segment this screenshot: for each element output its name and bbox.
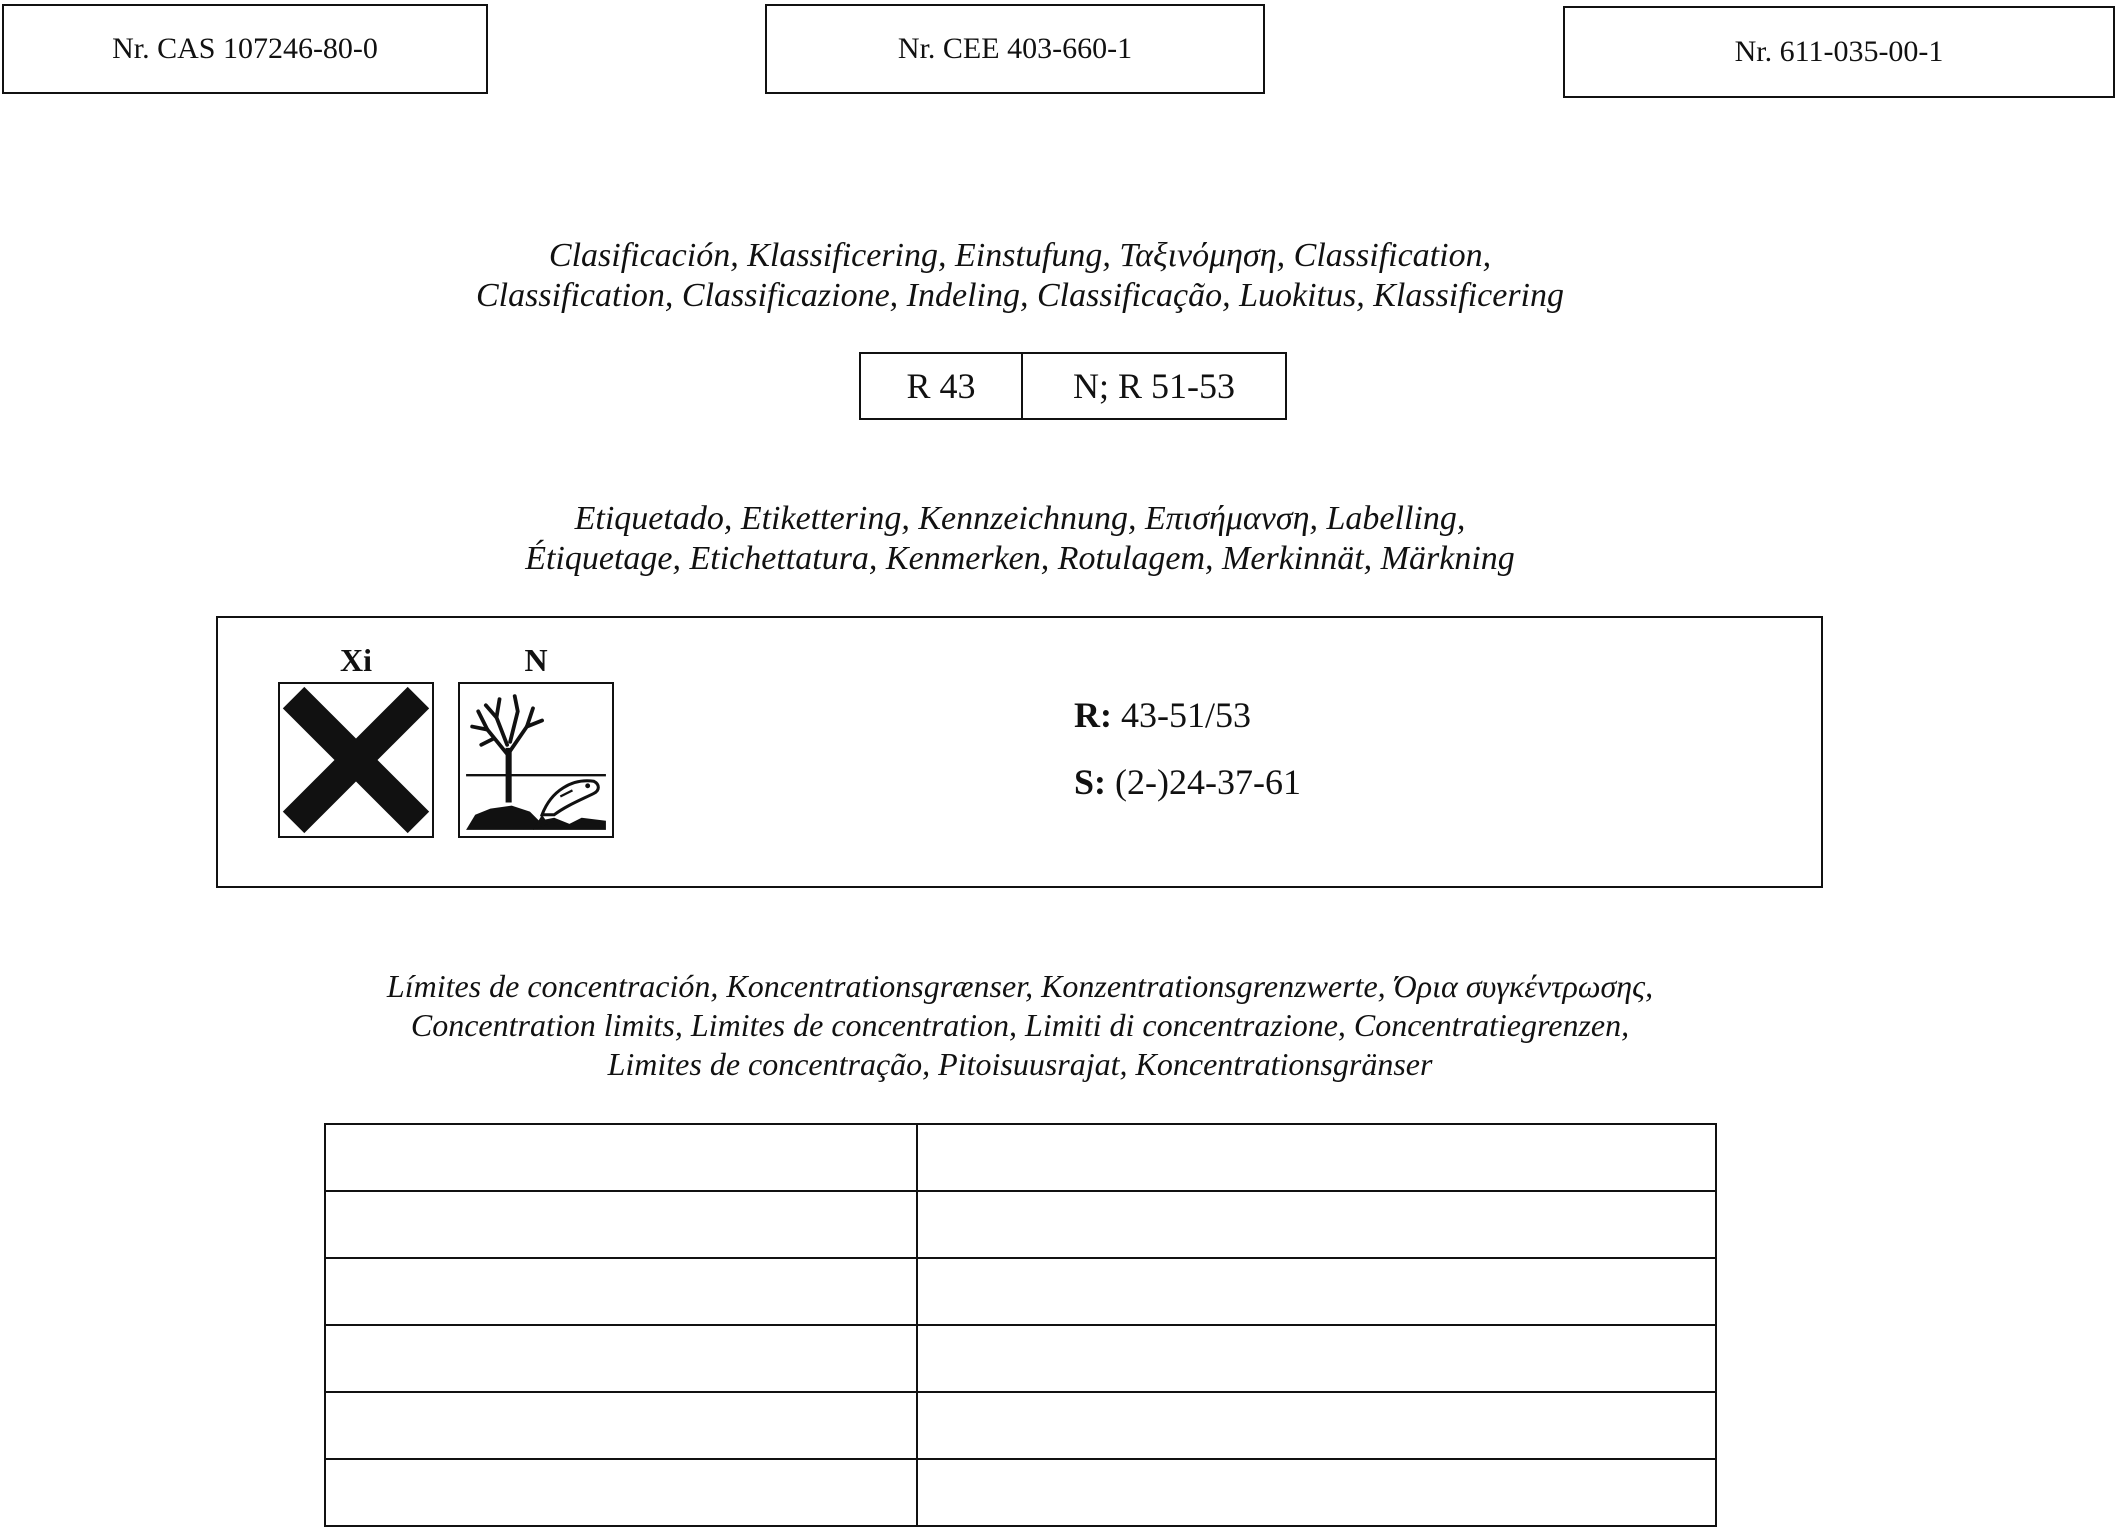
risk-phrase-value: 43-51/53 <box>1121 695 1251 735</box>
safety-phrase-value: (2-)24-37-61 <box>1115 762 1301 802</box>
table-row <box>325 1191 1716 1258</box>
classification-cell-environment: N; R 51-53 <box>1073 366 1235 406</box>
table-row <box>325 1325 1716 1392</box>
classification-heading-line: Clasificación, Klassificering, Einstufung, Ταξινόμηση, Classification, <box>548 237 1492 274</box>
cas-number: Nr. CAS 107246-80-0 <box>112 32 378 65</box>
cee-number: Nr. CEE 403-660-1 <box>897 32 1133 65</box>
table-cell <box>325 1258 917 1325</box>
table-row <box>325 1124 1716 1191</box>
concentration-heading-line: Límites de concentración, Koncentrationsgrænser, Konzentrationsgrenzwerte, Όρια συγκέντρωσης, <box>386 968 1654 1004</box>
concentration-heading-line: Limites de concentração, Pitoisuusrajat, Koncentrationsgränser <box>607 1046 1433 1082</box>
classification-heading <box>0 236 2040 316</box>
safety-phrases <box>1074 761 1301 803</box>
cas-number-box <box>2 4 488 94</box>
table-cell <box>917 1392 1716 1459</box>
classification-cell-health: R 43 <box>861 354 1023 418</box>
table-cell <box>325 1124 917 1191</box>
table-cell <box>917 1124 1716 1191</box>
table-cell <box>325 1191 917 1258</box>
table-row <box>325 1392 1716 1459</box>
table-cell <box>325 1325 917 1392</box>
dead-tree-fish-environment-icon <box>458 682 614 838</box>
environment-hazard-svg <box>460 684 612 836</box>
classification-box <box>859 352 1287 420</box>
table-row <box>325 1258 1716 1325</box>
table-cell <box>325 1392 917 1459</box>
labelling-heading <box>0 499 2040 579</box>
table-cell <box>917 1325 1716 1392</box>
symbol-code-n: N <box>524 642 548 678</box>
irritant-cross-svg <box>280 684 432 836</box>
cee-number-box <box>765 4 1265 94</box>
labelling-heading-line: Étiquetage, Etichettatura, Kenmerken, Rotulagem, Merkinnät, Märkning <box>525 540 1515 577</box>
labelling-box <box>216 616 1823 888</box>
concentration-limits-heading <box>0 967 2040 1084</box>
symbol-code-xi: Xi <box>340 642 372 678</box>
safety-phrase-label: S: <box>1074 762 1107 802</box>
index-number: Nr. 611-035-00-1 <box>1734 35 1944 68</box>
risk-phrases <box>1074 694 1251 736</box>
classification-heading-line: Classification, Classificazione, Indeling, Classificação, Luokitus, Klassificering <box>475 277 1565 314</box>
irritant-cross-icon <box>278 682 434 838</box>
concentration-limits-table <box>324 1123 1717 1527</box>
table-cell <box>917 1258 1716 1325</box>
concentration-heading-line: Concentration limits, Limites de concentration, Limiti di concentrazione, Concentratiegrenzen, <box>410 1007 1630 1043</box>
risk-phrase-label: R: <box>1074 695 1112 735</box>
index-number-box <box>1563 6 2115 98</box>
table-cell <box>917 1191 1716 1258</box>
labelling-heading-line: Etiquetado, Etikettering, Kennzeichnung, Επισήμανση, Labelling, <box>574 500 1466 537</box>
